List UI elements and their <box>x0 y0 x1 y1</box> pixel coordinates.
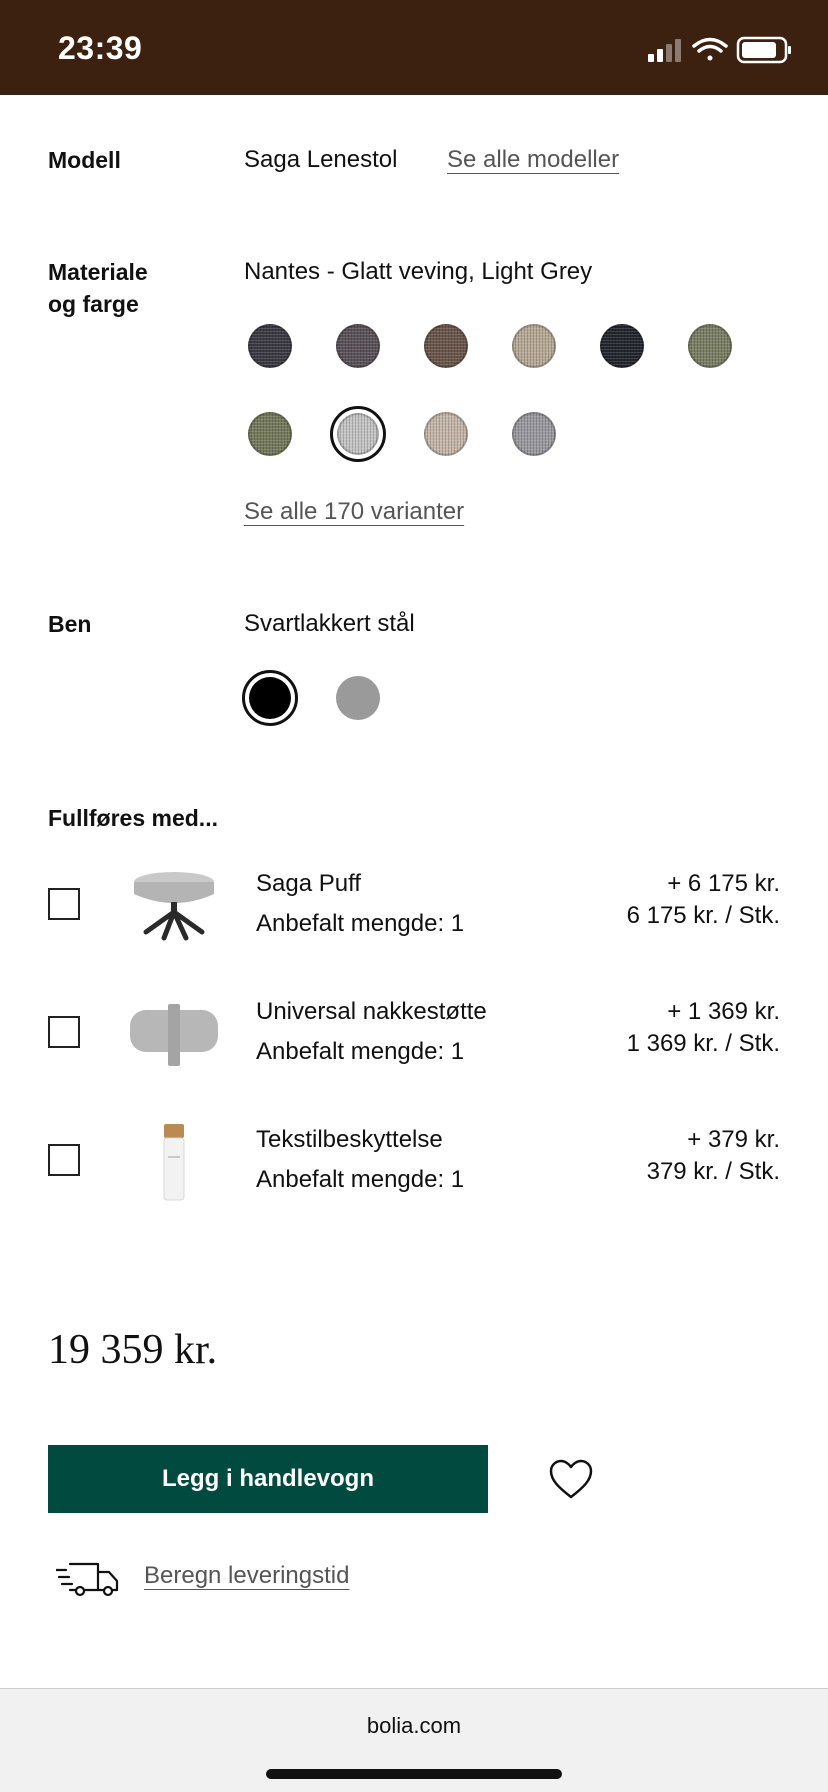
addon-qty: Anbefalt mengde: 1 <box>256 1166 465 1193</box>
addon-price: + 1 369 kr. <box>667 998 780 1025</box>
addon-checkbox[interactable] <box>48 1016 80 1048</box>
addon-row <box>48 868 780 964</box>
material-label-line1: Materiale <box>48 259 148 285</box>
material-value: Nantes - Glatt veving, Light Grey <box>244 258 593 285</box>
delivery-truck-icon <box>56 1560 120 1598</box>
addon-checkbox[interactable] <box>48 888 80 920</box>
status-time: 23:39 <box>58 30 143 66</box>
addon-checkbox[interactable] <box>48 1144 80 1176</box>
spray-bottle-image <box>124 1124 224 1204</box>
legs-value: Svartlakkert stål <box>244 610 415 637</box>
material-swatch[interactable] <box>512 324 556 368</box>
addon-price: + 6 175 kr. <box>667 870 780 897</box>
addon-row <box>48 1124 780 1220</box>
material-swatch[interactable] <box>336 324 380 368</box>
legs-label: Ben <box>48 611 92 637</box>
signal-icon <box>648 39 681 62</box>
material-swatch[interactable] <box>424 412 468 456</box>
model-label: Modell <box>48 147 121 173</box>
status-bar <box>0 0 828 95</box>
material-swatch[interactable] <box>248 324 292 368</box>
material-swatch-selected[interactable] <box>330 406 386 462</box>
total-price: 19 359 kr. <box>48 1327 218 1373</box>
addons-title: Fullføres med... <box>48 805 218 831</box>
wifi-icon <box>694 40 726 61</box>
addon-unit-price: 6 175 kr. / Stk. <box>626 902 780 929</box>
addon-row <box>48 996 780 1092</box>
addon-name: Tekstilbeskyttelse <box>256 1126 443 1153</box>
heart-icon[interactable] <box>548 1458 594 1500</box>
material-label <box>48 256 148 320</box>
home-indicator[interactable] <box>266 1769 562 1779</box>
delivery-time-link[interactable]: Beregn leveringstid <box>144 1562 350 1589</box>
addon-qty: Anbefalt mengde: 1 <box>256 1038 465 1065</box>
addon-qty: Anbefalt mengde: 1 <box>256 910 465 937</box>
browser-bottom-bar <box>0 1688 828 1792</box>
model-value: Saga Lenestol <box>244 146 398 173</box>
addon-unit-price: 379 kr. / Stk. <box>646 1158 780 1185</box>
material-swatch[interactable] <box>600 324 644 368</box>
addon-unit-price: 1 369 kr. / Stk. <box>626 1030 780 1057</box>
see-all-models-link[interactable]: Se alle modeller <box>447 146 620 173</box>
material-swatch[interactable] <box>512 412 556 456</box>
see-all-variants-link[interactable]: Se alle 170 varianter <box>244 498 465 525</box>
addon-price: + 379 kr. <box>687 1126 780 1153</box>
battery-icon <box>738 38 791 62</box>
addon-name: Saga Puff <box>256 870 361 897</box>
legs-swatch-selected[interactable] <box>242 670 298 726</box>
material-swatch[interactable] <box>424 324 468 368</box>
material-label-line2: og farge <box>48 291 139 317</box>
legs-swatch[interactable] <box>336 676 380 720</box>
status-icons <box>626 36 796 64</box>
add-to-cart-button[interactable]: Legg i handlevogn <box>48 1445 488 1513</box>
pouf-image <box>124 868 224 948</box>
neck-pillow-image <box>124 996 224 1076</box>
material-swatch[interactable] <box>248 412 292 456</box>
material-swatch[interactable] <box>688 324 732 368</box>
addon-name: Universal nakkestøtte <box>256 998 487 1025</box>
url-bar[interactable]: bolia.com <box>366 1713 462 1738</box>
